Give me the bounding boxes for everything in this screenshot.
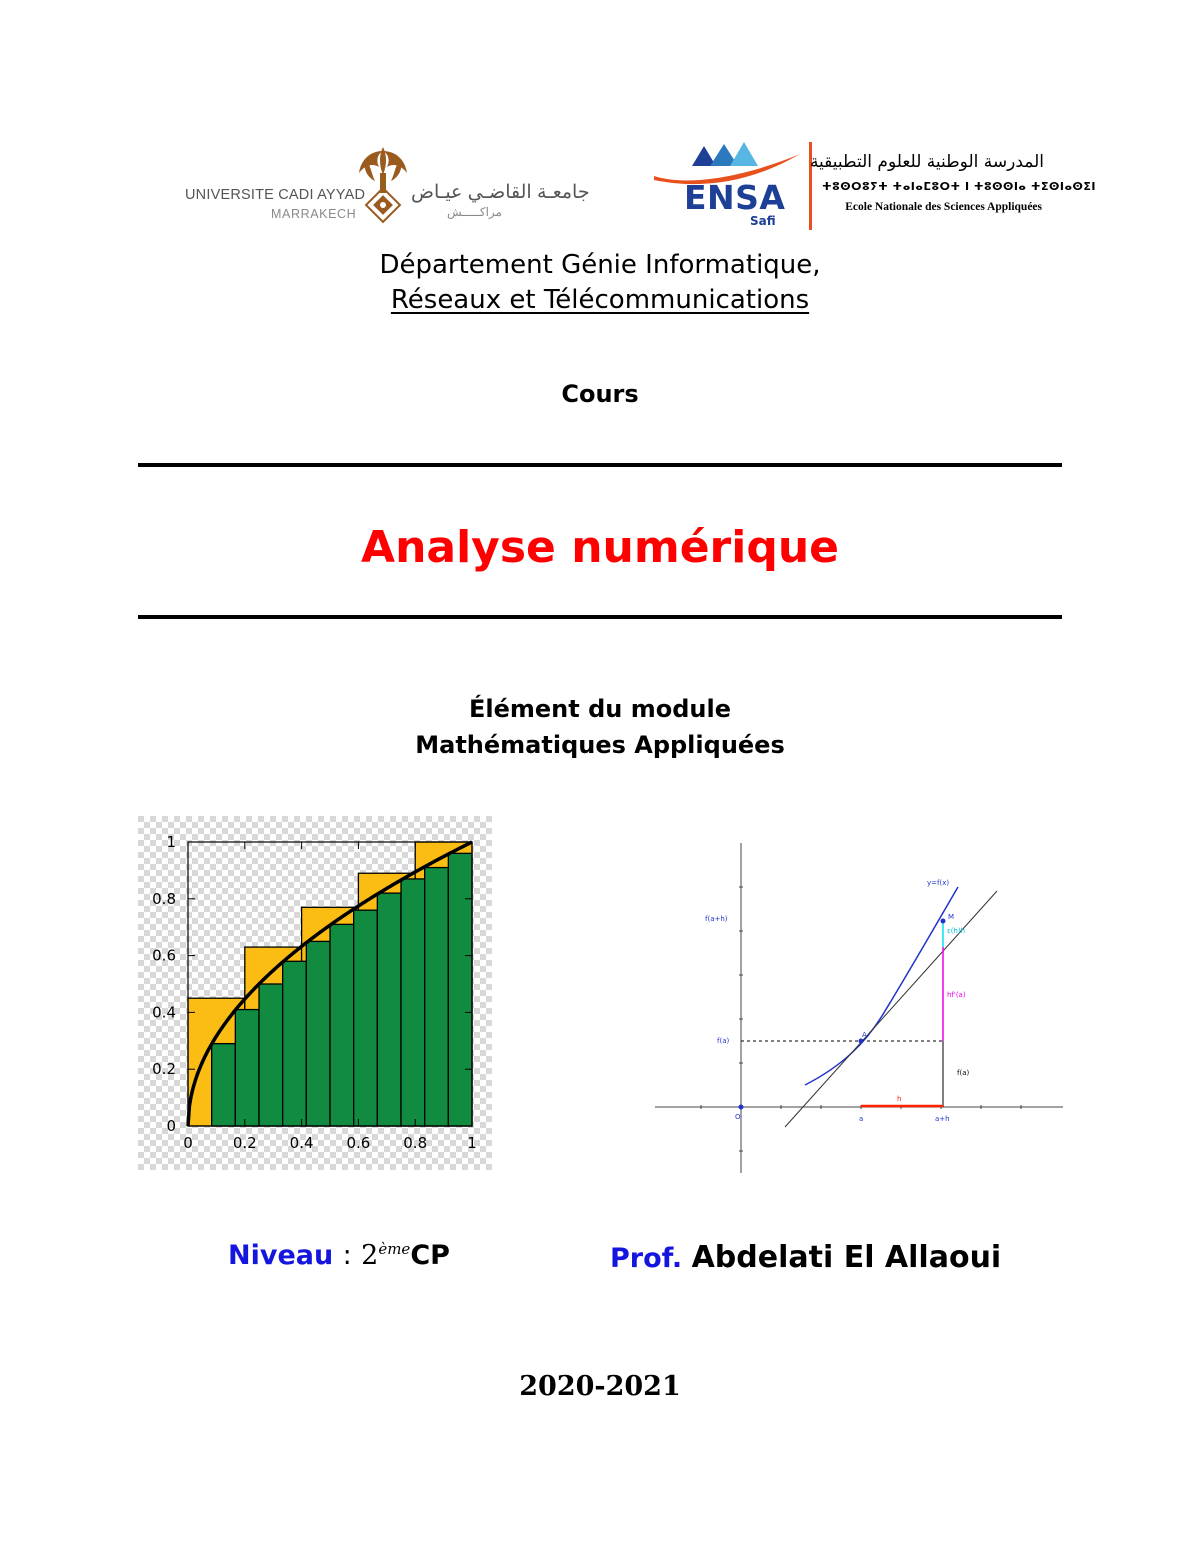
university-city: MARRAKECH — [271, 207, 357, 221]
document-title: Analyse numérique — [361, 522, 839, 573]
label-h-fprime: hf'(a) — [947, 991, 966, 999]
lower-bar — [425, 868, 449, 1126]
title-rule-bottom — [138, 615, 1062, 619]
x-tick-label: 0.2 — [232, 1134, 257, 1152]
x-tick-label: 0.6 — [346, 1134, 371, 1152]
riemann-sum-chart — [138, 816, 492, 1170]
origin-point — [739, 1105, 744, 1110]
department-line-2-text: Réseaux et Télécommunications — [390, 285, 810, 315]
x-tick-label: 0 — [183, 1134, 193, 1152]
professor-label: Prof. — [610, 1243, 683, 1274]
x-tick-label: 0.8 — [403, 1134, 428, 1152]
function-curve — [805, 887, 958, 1085]
x-tick-label: 0.4 — [289, 1134, 314, 1152]
y-tick-label: 1 — [166, 833, 176, 851]
tangent-line — [785, 891, 997, 1127]
y-tick-label: 0.6 — [152, 946, 176, 965]
label-point-a: A — [862, 1031, 867, 1039]
label-fa-segment: f(a) — [957, 1069, 970, 1077]
label-a: a — [859, 1115, 864, 1123]
university-name: UNIVERSITE CADI AYYAD — [185, 187, 366, 203]
level-superscript: ème — [378, 1240, 411, 1258]
lower-bar — [448, 853, 472, 1126]
school-name-tifinagh: ⵜⵓⵙⵔⵓⵢⵜ ⵜⴰⵏⴰⵎⵓⵔⵜ ⵏ ⵜⵓⵙⵙⵏⴰ ⵜⵉⵙⵏⴰⵙⵉⵏ — [822, 180, 1097, 193]
department-line-2 — [0, 285, 1200, 315]
tangent-derivative-figure — [655, 835, 1065, 1175]
lower-bar — [212, 1044, 236, 1126]
school-name-french: Ecole Nationale des Sciences Appliquées — [845, 201, 1042, 213]
level-separator: : — [342, 1240, 352, 1271]
palm-emblem-icon — [357, 145, 409, 227]
y-tick-label: 0.2 — [152, 1060, 176, 1079]
x-tick-label: 1 — [467, 1134, 477, 1152]
level-number: 2 — [361, 1240, 379, 1271]
module-line-2: Mathématiques Appliquées — [415, 731, 785, 759]
lower-bar — [259, 984, 283, 1126]
label-y-fx: y=f(x) — [927, 879, 950, 887]
lower-bar — [283, 961, 307, 1126]
university-logo — [185, 145, 590, 230]
y-tick-label: 0.8 — [152, 889, 176, 908]
professor-line — [610, 1240, 1001, 1275]
y-tick-label: 0.4 — [152, 1003, 176, 1022]
university-city-arabic: مراكـــــش — [447, 205, 502, 219]
school-acronym: ENSA — [684, 178, 786, 217]
level-label: Niveau — [228, 1240, 334, 1271]
university-name-arabic: جامعـة القاضـي عيـاض — [411, 182, 590, 203]
lower-bar — [377, 893, 401, 1126]
level-value — [361, 1240, 410, 1271]
label-epsilon-h: ε(h)h — [947, 927, 966, 935]
document-type: Cours — [561, 380, 639, 408]
school-logo — [652, 138, 1097, 233]
label-h: h — [897, 1095, 902, 1103]
school-name-arabic: المدرسة الوطنية للعلوم التطبيقية — [809, 152, 1044, 172]
point-a — [859, 1039, 864, 1044]
label-a-plus-h: a+h — [935, 1115, 950, 1123]
y-tick-label: 0 — [166, 1117, 176, 1135]
module-line-1: Élément du module — [469, 695, 731, 723]
lower-bar — [235, 1010, 259, 1126]
school-city: Safi — [750, 214, 776, 228]
label-origin: O — [735, 1113, 741, 1121]
title-rule-top — [138, 463, 1062, 467]
level-line — [228, 1240, 450, 1271]
lower-bar — [354, 910, 378, 1126]
level-suffix: CP — [410, 1240, 450, 1271]
lower-bar — [306, 941, 330, 1126]
professor-name: Abdelati El Allaoui — [691, 1240, 1002, 1275]
point-m — [941, 919, 946, 924]
lower-bar — [330, 924, 354, 1126]
label-point-m: M — [948, 913, 955, 921]
academic-year: 2020-2021 — [519, 1371, 681, 1402]
label-fa-axis: f(a) — [717, 1037, 730, 1045]
department-line-1: Département Génie Informatique, — [379, 250, 821, 280]
lower-bar — [401, 879, 425, 1126]
label-f-a-plus-h: f(a+h) — [705, 915, 728, 923]
